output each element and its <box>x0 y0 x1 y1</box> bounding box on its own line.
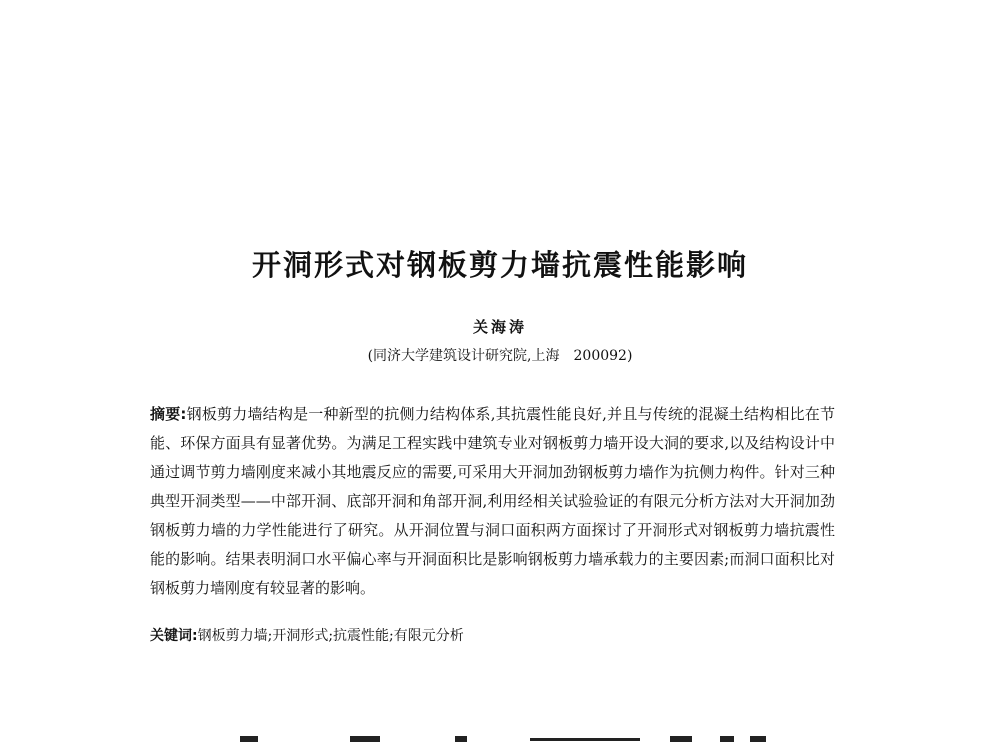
abstract-label: 摘要: <box>150 405 187 423</box>
abstract-text: 钢板剪力墙结构是一种新型的抗侧力结构体系,其抗震性能良好,并且与传统的混凝土结构相比在节能、环保方面具有显著优势。为满足工程实践中建筑专业对钢板剪力墙开设大洞的要求,以及结构设计中通过调节剪力墙刚度来减小其地震反应的需要,可采用大开洞加劲钢板剪力墙作为抗侧力构件。针对三种典型开洞类型——中部开洞、底部开洞和角部开洞,利用经相关试验验证的有限元分析方法对大开洞加劲钢板剪力墙的力学性能进行了研究。从开洞位置与洞口面积两方面探讨了开洞形式对钢板剪力墙抗震性能的影响。结果表明洞口水平偏心率与开洞面积比是影响钢板剪力墙承载力的主要因素;而洞口面积比对钢板剪力墙刚度有较显著的影响。 <box>150 405 836 597</box>
author-name: 关海涛 <box>472 318 527 336</box>
affiliation-institution: (同济大学建筑设计研究院,上海 <box>367 348 560 364</box>
keywords-label: 关键词: <box>150 628 198 644</box>
keywords <box>150 624 835 648</box>
keywords-text: 钢板剪力墙;开洞形式;抗震性能;有限元分析 <box>197 628 464 644</box>
abstract <box>150 400 835 603</box>
cropped-heading-fragment <box>230 728 790 742</box>
author-affiliation <box>0 345 1000 365</box>
paper-title: 开洞形式对钢板剪力墙抗震性能影响 <box>251 248 748 282</box>
affiliation-postal-code: 200092) <box>573 348 633 364</box>
